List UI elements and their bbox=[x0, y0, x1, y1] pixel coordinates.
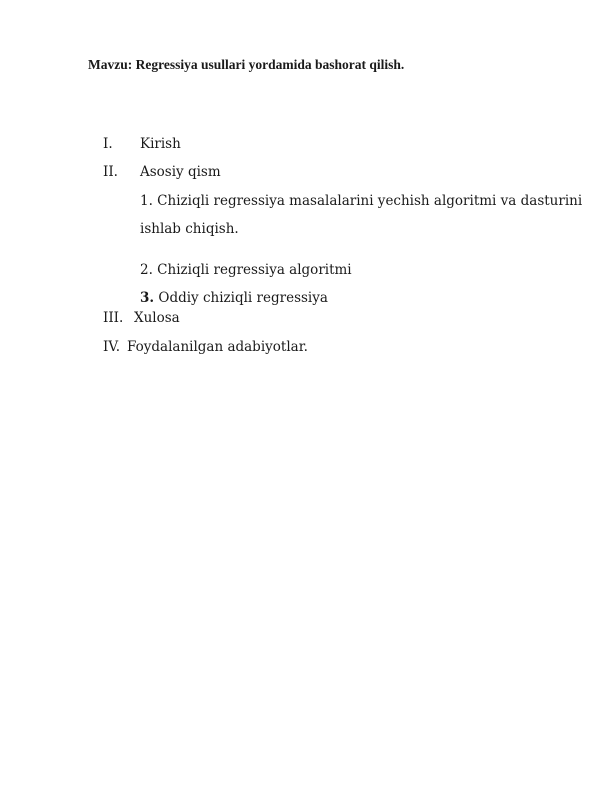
toc-item-adabiyotlar: Foydalanilgan adabiyotlar. bbox=[127, 339, 308, 355]
page-title: Mavzu: Regressiya usullari yordamida bashorat qilish. bbox=[88, 57, 405, 72]
toc-subitem-2: 2. Chiziqli regressiya algoritmi bbox=[140, 262, 352, 278]
toc-numeral-3: III. bbox=[103, 310, 124, 326]
toc-subitem-3-text: Oddiy chiziqli regressiya bbox=[154, 290, 328, 306]
toc-subitem-3 bbox=[140, 290, 328, 306]
toc-subitem-3-number: 3. bbox=[140, 290, 155, 306]
toc-numeral-2: II. bbox=[103, 164, 118, 180]
toc-subitem-1-line1: 1. Chiziqli regressiya masalalarini yechish algoritmi va dasturini bbox=[140, 193, 583, 209]
toc-subitem-1-line2: ishlab chiqish. bbox=[140, 221, 239, 237]
toc-item-xulosa: Xulosa bbox=[134, 310, 180, 326]
toc-numeral-4: IV. bbox=[103, 339, 121, 355]
toc-item-kirish: Kirish bbox=[140, 136, 181, 152]
toc-numeral-1: I. bbox=[103, 136, 113, 152]
toc-item-asosiy-qism: Asosiy qism bbox=[140, 164, 221, 180]
